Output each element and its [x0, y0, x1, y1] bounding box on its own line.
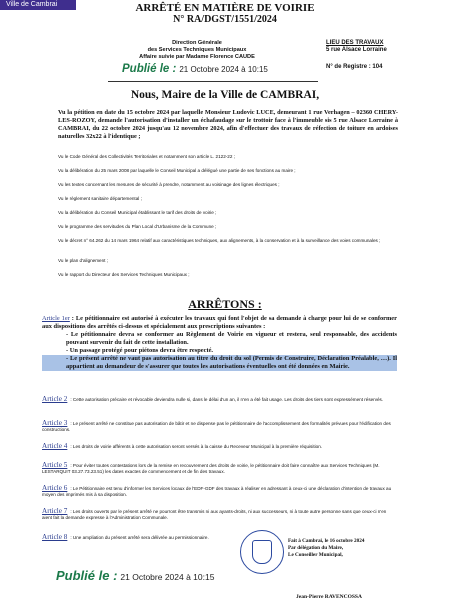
visa-item: Vu la délibération du Conseil Municipal établissant le tarif des droits de voirie ; — [58, 210, 217, 215]
article-1-highlighted-prescription: - Le présent arrêté ne vaut pas autorisation au titre du droit du sol (Permis de Construire, Déclaration Préalable, …). Il appartient au demandeur de s'assurer que toutes les autorisations éventuelles ont été données en Mairie. — [42, 355, 397, 371]
article-3 — [42, 420, 397, 433]
published-stamp-bottom — [56, 568, 214, 583]
works-location-block — [326, 40, 446, 71]
article-text: : Les droits de voirie afférents à cette autorisation seront versés à la caisse du Receveur Municipal à la première réquisition. — [70, 444, 323, 449]
article-text: : Pour éviter toutes contestations lors de la remise en recouvrement des droits de voirie, le pétitionnaire doit faire connaître aux Services Techniques (M. LESTARQUIT 03.27.73.23.51) les dates exactes de commencement et de fin des travaux. — [42, 463, 380, 474]
article-text: : Le Pétitionnaire est tenu d'informer les Services locaux de l'EDF-GDF des travaux à réaliser en adressant à ceux-ci une déclaration d'intention de travaux au moyen des imprimés mis à sa disposition. — [42, 486, 392, 497]
visa-item: Vu le programme des servitudes du Plan Local d'Urbanisme de la Commune ; — [58, 224, 217, 229]
petition-paragraph: Vu la pétition en date du 15 octobre 2024 par laquelle Monsieur Ludovic LUCE, demeurant 1 rue Verhagen – 02360 CHERY-LES-ROZOY, demande l'autorisation d'installer un échafaudage sur le trottoir face à l'immeuble sis 5 rue Alsace Lorraine à CAMBRAI, du 22 octobre 2024 jusqu'au 12 novembre 2024, afin d'effectuer des travaux de réfection de toiture en ardoises naturelles 32x22 à l'identique ; — [58, 109, 398, 140]
article-text: : Les droits ouverts par le présent arrêté ne pourront être transmis ni aux ayants-droits, ni aux successeurs, ni à toute autre personne sans que ceux-ci n'en aient fait la demande expresse à l'Administration Communale. — [42, 509, 387, 520]
article-6 — [42, 485, 397, 498]
article-label: Article 8 — [42, 533, 68, 541]
document-reference: N° RA/DGST/1551/2024 — [173, 14, 277, 25]
article-2 — [42, 396, 397, 403]
article-label: Article 1er — [42, 315, 70, 322]
signature-delegation: Par délégation du Maire, — [288, 545, 344, 551]
published-label: Publié le : — [122, 63, 177, 75]
location-heading: LIEU DES TRAVAUX — [326, 40, 384, 46]
visa-list — [58, 154, 398, 286]
published-date: 21 Octobre 2024 à 10:15 — [120, 572, 215, 582]
visa-item: Vu le règlement sanitaire départemental ; — [58, 196, 142, 201]
article-1-prescription: - Le pétitionnaire devra se conformer au Règlement de Voirie en vigueur et restera, seul responsable, des accidents pouvant survenir du fait de cette installation. — [66, 331, 397, 346]
article-1-prescription: - Un passage protégé pour piétons devra être respecté. — [66, 347, 214, 354]
article-4 — [42, 443, 397, 450]
document-title: ARRÊTÉ EN MATIÈRE DE VOIRIE — [135, 2, 315, 14]
signature-block — [288, 538, 398, 559]
published-stamp-top — [122, 63, 268, 75]
signature-role: Le Conseiller Municipal, — [288, 552, 343, 558]
article-label: Article 3 — [42, 419, 68, 427]
article-label: Article 7 — [42, 507, 68, 515]
article-text: : Le pétitionnaire est autorisé à exécuter les travaux qui font l'objet de sa demande à charge pour lui de se conformer aux dispositions des arrêtés ci-dessus et spécialement aux prescriptions suivantes : — [42, 315, 397, 330]
visa-item: Vu le décret n° 64.262 du 14 mars 1964 relatif aux caractéristiques techniques, aux alignements, à la conservation et à la surveillance des voies communales ; — [58, 238, 381, 243]
article-5 — [42, 462, 397, 475]
direction-block — [122, 40, 272, 61]
article-8 — [42, 534, 232, 541]
case-officer: Affaire suivie par Madame Florence CAUDE — [139, 54, 255, 60]
visa-item: Vu les textes concernant les mesures de sécurité à prendre, notamment au voisinage des lignes électriques ; — [58, 182, 280, 187]
article-text: : Une ampliation du présent arrêté sera délivrée au permissionnaire. — [70, 535, 209, 540]
direction-line: Direction Générale — [172, 40, 222, 46]
arretons-heading: ARRÊTONS : — [188, 297, 262, 311]
location-address: 5 rue Alsace Lorraine — [326, 47, 387, 53]
article-label: Article 2 — [42, 395, 68, 403]
article-text: : Le présent arrêté ne constitue pas autorisation de bâtir et ne dispense pas le pétitionnaire de l'accomplissement des formalités prévues pour l'édification des constructions. — [42, 421, 391, 432]
signatory-name: Jean-Pierre RAVENCOSSA — [296, 594, 362, 600]
published-date: 21 Octobre 2024 à 10:15 — [179, 65, 268, 74]
article-text: : Cette autorisation précaire et révocable deviendra nulle si, dans le délai d'un an, il n'en a été fait usage. Les droits des tiers sont expressément réservés. — [70, 397, 384, 402]
registry-number: N° de Registre : 104 — [326, 64, 383, 70]
visa-item: Vu le Code Général des Collectivités Territoriales et notamment son article L. 2122-22 ; — [58, 154, 235, 159]
visa-item: Vu le plan d'alignement ; — [58, 258, 108, 263]
article-label: Article 5 — [42, 461, 68, 469]
article-label: Article 6 — [42, 484, 68, 492]
logo-text: Ville de Cambrai — [6, 1, 58, 8]
city-seal-icon — [240, 530, 284, 574]
visa-item: Vu la délibération du 25 mars 2008 par laquelle le Conseil Municipal a délégué une partie de ses fonctions au maire ; — [58, 168, 296, 173]
direction-line: des Services Techniques Municipaux — [147, 47, 247, 53]
article-7 — [42, 508, 397, 521]
article-label: Article 4 — [42, 442, 68, 450]
signature-place-date: Fait à Cambrai, le 16 octobre 2024 — [288, 538, 365, 544]
visa-item: Vu le rapport du Directeur des Services Techniques Municipaux ; — [58, 272, 190, 277]
article-1 — [42, 315, 397, 371]
mayor-heading: Nous, Maire de la Ville de CAMBRAI, — [130, 89, 320, 101]
divider — [108, 81, 318, 82]
published-label: Publié le : — [56, 568, 118, 583]
